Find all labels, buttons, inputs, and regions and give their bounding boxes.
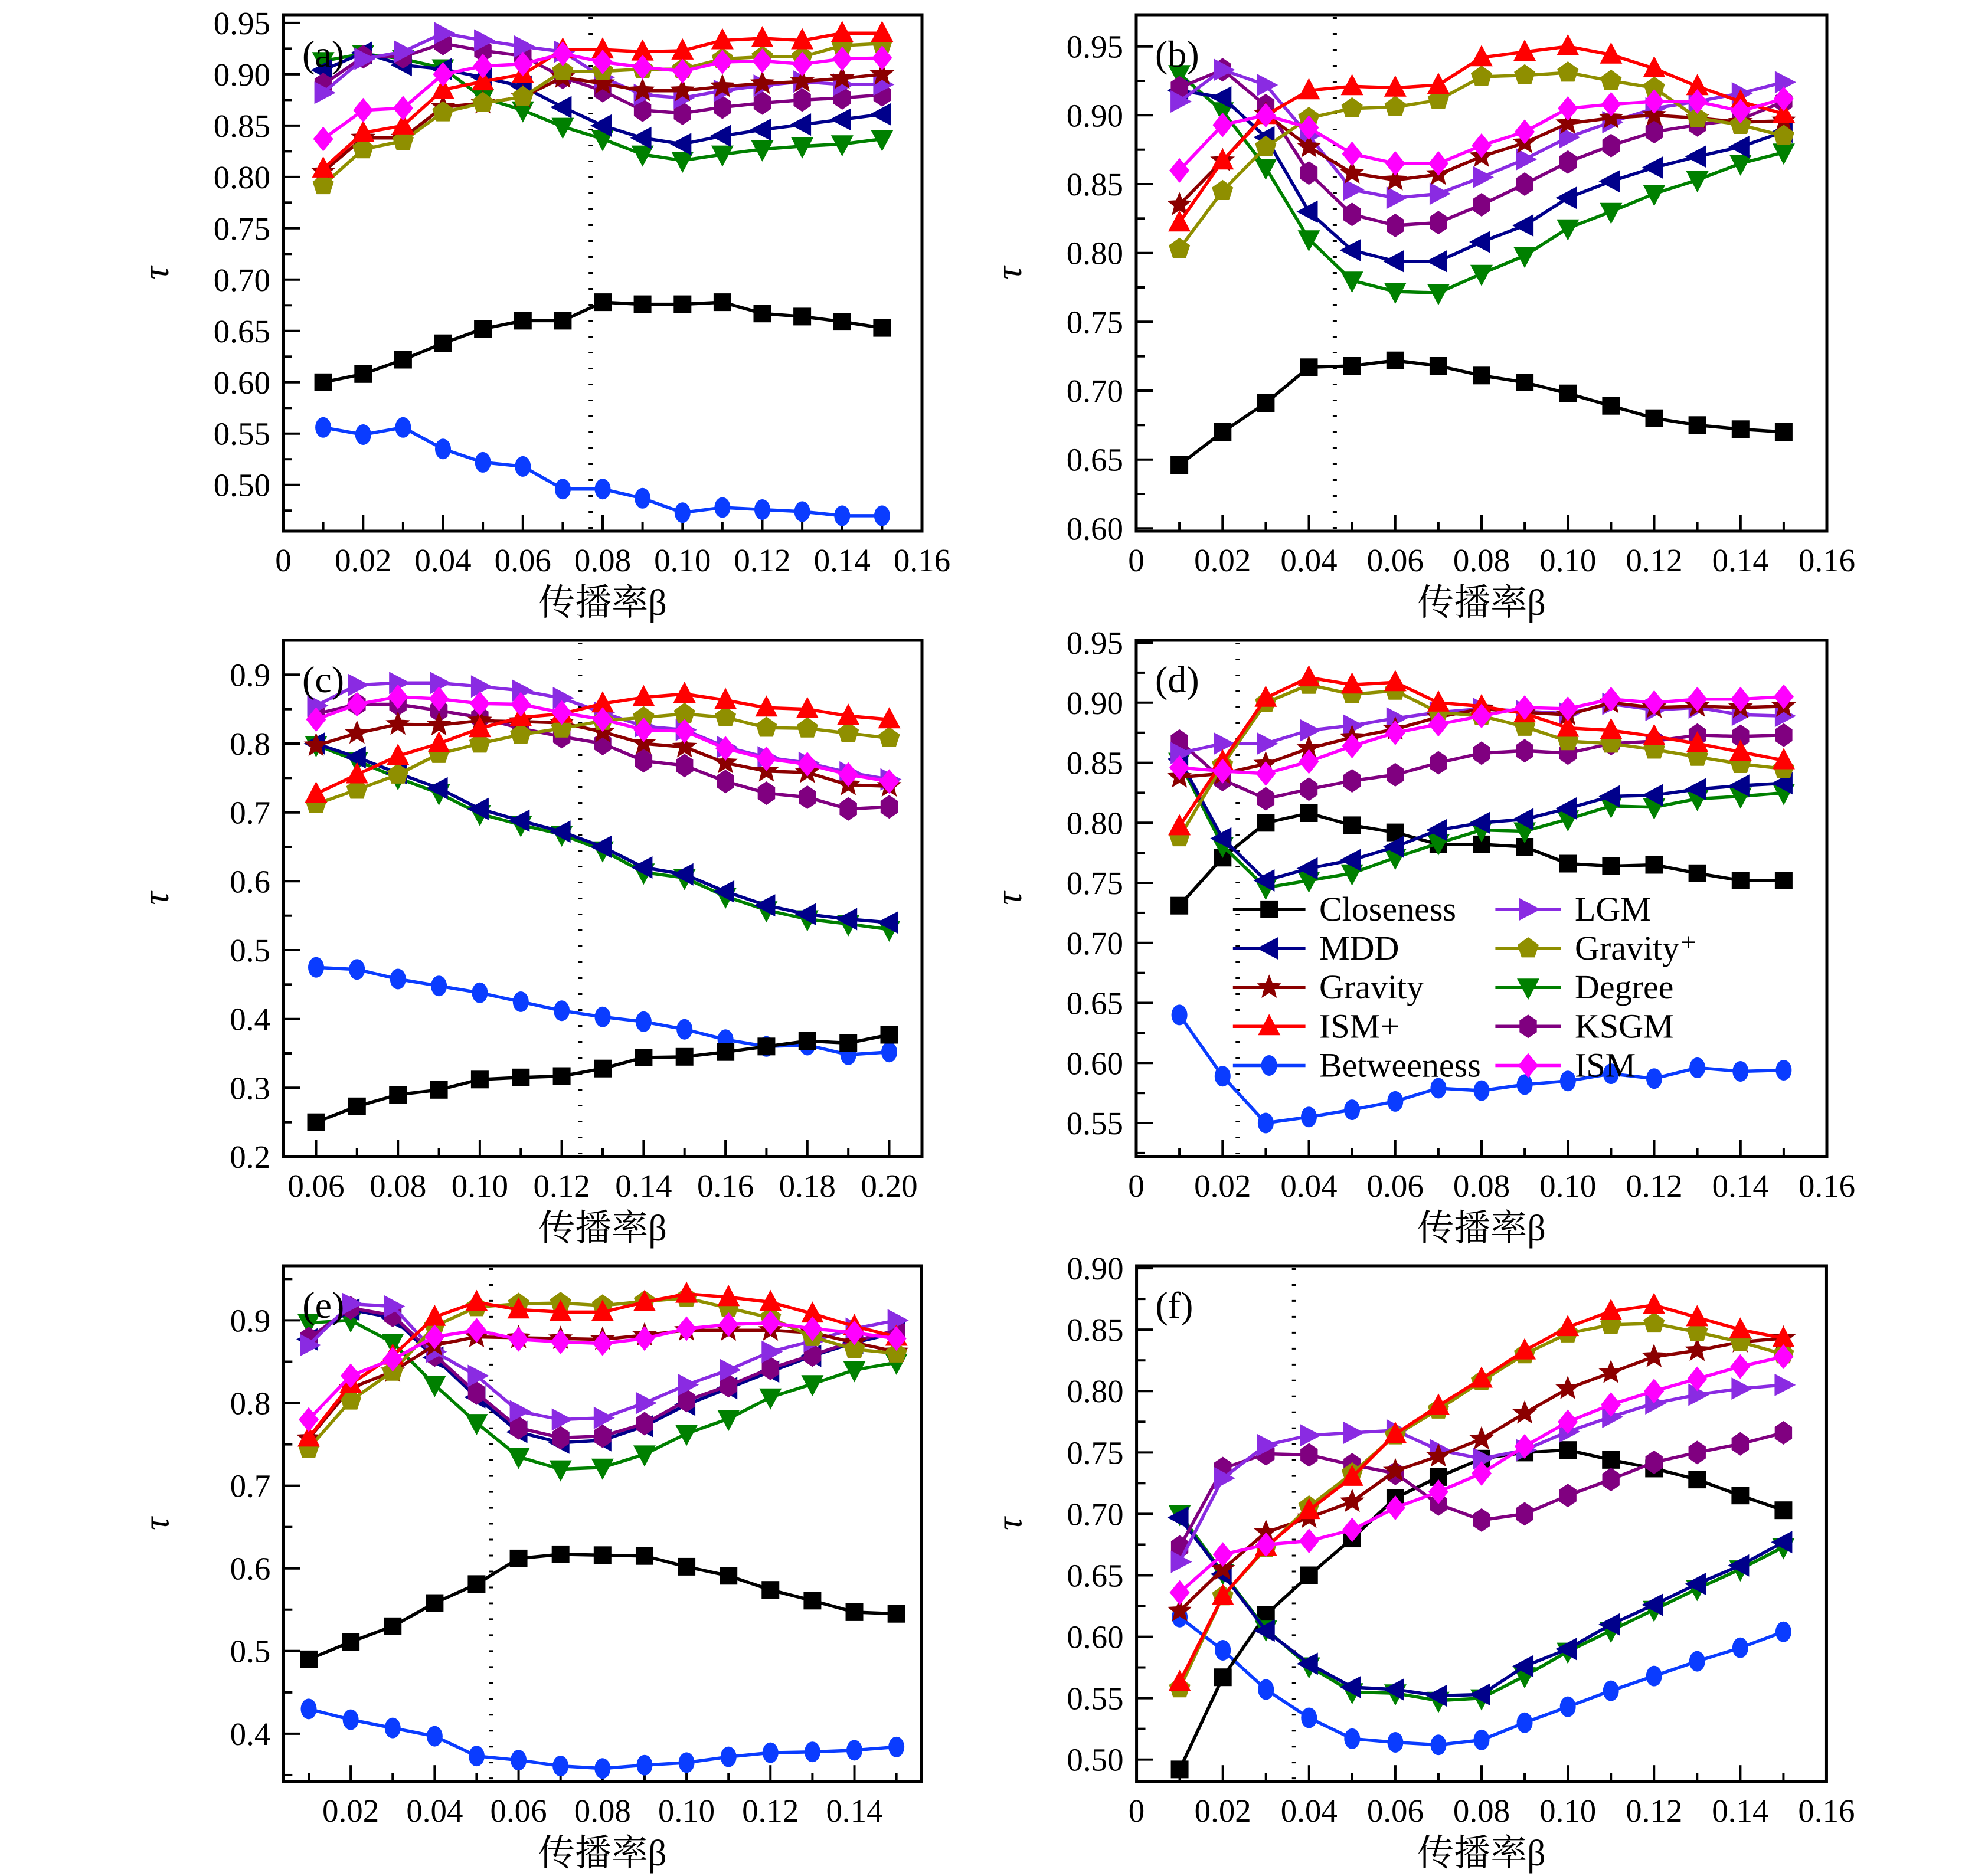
y-tick-label: 0.85 [213, 107, 270, 144]
y-tick-label: 0.50 [213, 467, 270, 503]
legend-label: MDD [1319, 929, 1399, 967]
y-tick-label: 0.80 [1066, 805, 1123, 842]
x-tick-label: 0.10 [1539, 1168, 1597, 1204]
panel-label: (a) [302, 33, 345, 75]
y-tick-label: 0.85 [1067, 1312, 1124, 1348]
x-tick-label: 0.04 [1280, 542, 1338, 578]
x-tick-label: 0.02 [335, 542, 392, 578]
subplot-e [0, 1251, 988, 1876]
y-tick-label: 0.7 [230, 1468, 271, 1504]
x-tick-label: 0.08 [1453, 1168, 1510, 1204]
x-tick-label: 0.14 [1712, 1793, 1769, 1829]
y-tick-label: 0.90 [213, 56, 270, 93]
subplot-f [988, 1251, 1975, 1876]
x-axis-label: 传播率β [1417, 1834, 1546, 1874]
panel-label: (e) [302, 1284, 345, 1326]
x-tick-label: 0.10 [654, 542, 711, 578]
x-tick-label: 0.08 [370, 1168, 427, 1204]
chart-c [0, 626, 988, 1251]
y-tick-label: 0.6 [230, 863, 270, 900]
x-tick-label: 0.10 [658, 1793, 715, 1829]
chart-e [0, 1251, 988, 1876]
y-tick-label: 0.65 [213, 313, 270, 349]
y-tick-label: 0.75 [1067, 1435, 1124, 1471]
y-tick-label: 0.95 [1066, 626, 1123, 662]
y-tick-label: 0.3 [230, 1070, 270, 1106]
y-tick-label: 0.60 [213, 364, 270, 401]
y-tick-label: 0.80 [1067, 1373, 1124, 1410]
subplot-b [988, 0, 1975, 626]
x-tick-label: 0.12 [734, 542, 791, 578]
x-tick-label: 0 [1128, 542, 1145, 578]
x-tick-label: 0.12 [1626, 1793, 1683, 1829]
y-tick-label: 0.5 [230, 1633, 271, 1669]
chart-b [988, 0, 1975, 626]
y-tick-label: 0.65 [1066, 985, 1123, 1022]
x-tick-label: 0.08 [1453, 542, 1510, 578]
y-tick-label: 0.90 [1067, 1251, 1124, 1287]
y-tick-label: 0.95 [213, 5, 270, 41]
x-tick-label: 0.14 [826, 1793, 883, 1829]
y-tick-label: 0.4 [230, 1001, 270, 1037]
y-tick-label: 0.65 [1067, 1557, 1124, 1594]
y-tick-label: 0.60 [1066, 510, 1123, 547]
legend-label: LGM [1575, 889, 1651, 928]
x-tick-label: 0.16 [697, 1168, 754, 1204]
x-tick-label: 0.02 [1194, 1793, 1251, 1829]
y-axis-label: τ [989, 1517, 1030, 1531]
y-tick-label: 0.80 [1066, 235, 1123, 271]
chart-a [0, 0, 988, 626]
x-tick-label: 0.04 [414, 542, 472, 578]
y-tick-label: 0.50 [1067, 1741, 1124, 1778]
legend-label: Degree [1575, 968, 1674, 1007]
x-tick-label: 0.16 [1798, 542, 1856, 578]
x-tick-label: 0.14 [1712, 542, 1769, 578]
x-tick-label: 0.06 [1366, 1168, 1424, 1204]
x-tick-label: 0.12 [533, 1168, 590, 1204]
x-tick-label: 0.06 [1366, 1793, 1424, 1829]
y-tick-label: 0.9 [230, 1302, 271, 1339]
y-tick-label: 0.70 [1066, 373, 1123, 409]
panel-label: (d) [1155, 659, 1199, 700]
y-tick-label: 0.70 [213, 261, 270, 298]
y-tick-label: 0.75 [1066, 304, 1123, 341]
x-tick-label: 0.10 [451, 1168, 509, 1204]
x-tick-label: 0 [1128, 1793, 1145, 1829]
y-tick-label: 0.5 [230, 932, 270, 968]
panel-label: (f) [1155, 1284, 1193, 1326]
y-axis-label: τ [136, 266, 176, 280]
y-tick-label: 0.90 [1066, 97, 1123, 134]
x-tick-label: 0.14 [1712, 1168, 1769, 1204]
y-tick-label: 0.60 [1067, 1619, 1124, 1655]
legend-label: Betweeness [1319, 1046, 1481, 1085]
y-axis-label: τ [989, 266, 1029, 280]
y-tick-label: 0.8 [230, 1385, 271, 1422]
x-tick-label: 0.20 [861, 1168, 918, 1204]
x-tick-label: 0.02 [1194, 1168, 1251, 1204]
x-tick-label: 0.12 [1626, 542, 1683, 578]
x-tick-label: 0.06 [287, 1168, 345, 1204]
y-axis-label: τ [989, 892, 1029, 905]
y-tick-label: 0.4 [230, 1715, 271, 1752]
x-tick-label: 0.16 [1798, 1168, 1856, 1204]
x-tick-label: 0.18 [779, 1168, 836, 1204]
y-tick-label: 0.55 [1066, 1105, 1123, 1141]
x-axis-label: 传播率β [538, 583, 667, 623]
x-tick-label: 0.14 [615, 1168, 672, 1204]
x-tick-label: 0.04 [406, 1793, 463, 1829]
y-tick-label: 0.9 [230, 657, 270, 693]
x-tick-label: 0.16 [1798, 1793, 1855, 1829]
series-Closeness [315, 293, 891, 391]
legend-label: Closeness [1319, 889, 1456, 928]
x-tick-label: 0.12 [742, 1793, 799, 1829]
y-axis-label: τ [136, 1517, 177, 1531]
series-line [323, 427, 882, 516]
x-axis-label: 传播率β [538, 1834, 667, 1874]
y-tick-label: 0.75 [1066, 865, 1123, 901]
subplot-d [988, 626, 1975, 1251]
panel-label: (b) [1155, 33, 1199, 75]
y-tick-label: 0.85 [1066, 166, 1123, 202]
x-tick-label: 0.06 [490, 1793, 547, 1829]
y-tick-label: 0.85 [1066, 745, 1123, 781]
x-tick-label: 0.08 [574, 542, 632, 578]
chart-f [988, 1251, 1975, 1876]
y-tick-label: 0.95 [1066, 28, 1123, 65]
x-tick-label: 0.02 [1194, 542, 1251, 578]
y-tick-label: 0.7 [230, 794, 270, 831]
x-tick-label: 0.08 [1453, 1793, 1510, 1829]
y-tick-label: 0.60 [1066, 1045, 1123, 1082]
y-tick-label: 0.6 [230, 1550, 271, 1587]
y-tick-label: 0.65 [1066, 441, 1123, 478]
y-tick-label: 0.55 [213, 415, 270, 452]
y-axis-label: τ [136, 892, 176, 905]
x-axis-label: 传播率β [1417, 1209, 1546, 1249]
x-tick-label: 0.02 [322, 1793, 380, 1829]
legend-label: ISM+ [1319, 1007, 1399, 1046]
legend-label: ISM [1575, 1046, 1636, 1085]
y-tick-label: 0.80 [213, 159, 270, 195]
series-Closeness [1171, 1441, 1793, 1778]
legend-label: KSGM [1575, 1007, 1674, 1046]
x-axis-label: 传播率β [538, 1209, 667, 1249]
x-tick-label: 0.14 [813, 542, 871, 578]
legend [1233, 890, 1698, 1085]
series-Closeness [300, 1546, 905, 1668]
x-tick-label: 0.10 [1539, 542, 1597, 578]
y-tick-label: 0.75 [213, 210, 270, 247]
chart-d [988, 626, 1975, 1251]
y-tick-label: 0.8 [230, 726, 270, 762]
x-tick-label: 0.06 [494, 542, 551, 578]
x-tick-label: 0 [275, 542, 292, 578]
x-tick-label: 0.16 [893, 542, 951, 578]
x-tick-label: 0.06 [1366, 542, 1424, 578]
series-Closeness [308, 1026, 898, 1131]
x-tick-label: 0 [1128, 1168, 1145, 1204]
y-tick-label: 0.70 [1067, 1496, 1124, 1533]
x-tick-label: 0.12 [1626, 1168, 1683, 1204]
subplot-c [0, 626, 988, 1251]
x-tick-label: 0.04 [1280, 1793, 1338, 1829]
legend-label: Gravity⁺ [1575, 929, 1698, 967]
y-tick-label: 0.90 [1066, 685, 1123, 721]
legend-label: Gravity [1319, 968, 1424, 1007]
x-tick-label: 0.08 [574, 1793, 631, 1829]
subplot-a [0, 0, 988, 626]
series-Betweeness [301, 1698, 905, 1779]
x-tick-label: 0.04 [1280, 1168, 1338, 1204]
series-Betweeness [315, 417, 890, 526]
y-tick-label: 0.55 [1067, 1680, 1124, 1717]
panel-label: (c) [302, 659, 345, 700]
x-tick-label: 0.10 [1539, 1793, 1597, 1829]
y-tick-label: 0.2 [230, 1139, 270, 1175]
series-Closeness [1170, 352, 1793, 474]
x-axis-label: 传播率β [1417, 583, 1546, 623]
y-tick-label: 0.70 [1066, 925, 1123, 961]
